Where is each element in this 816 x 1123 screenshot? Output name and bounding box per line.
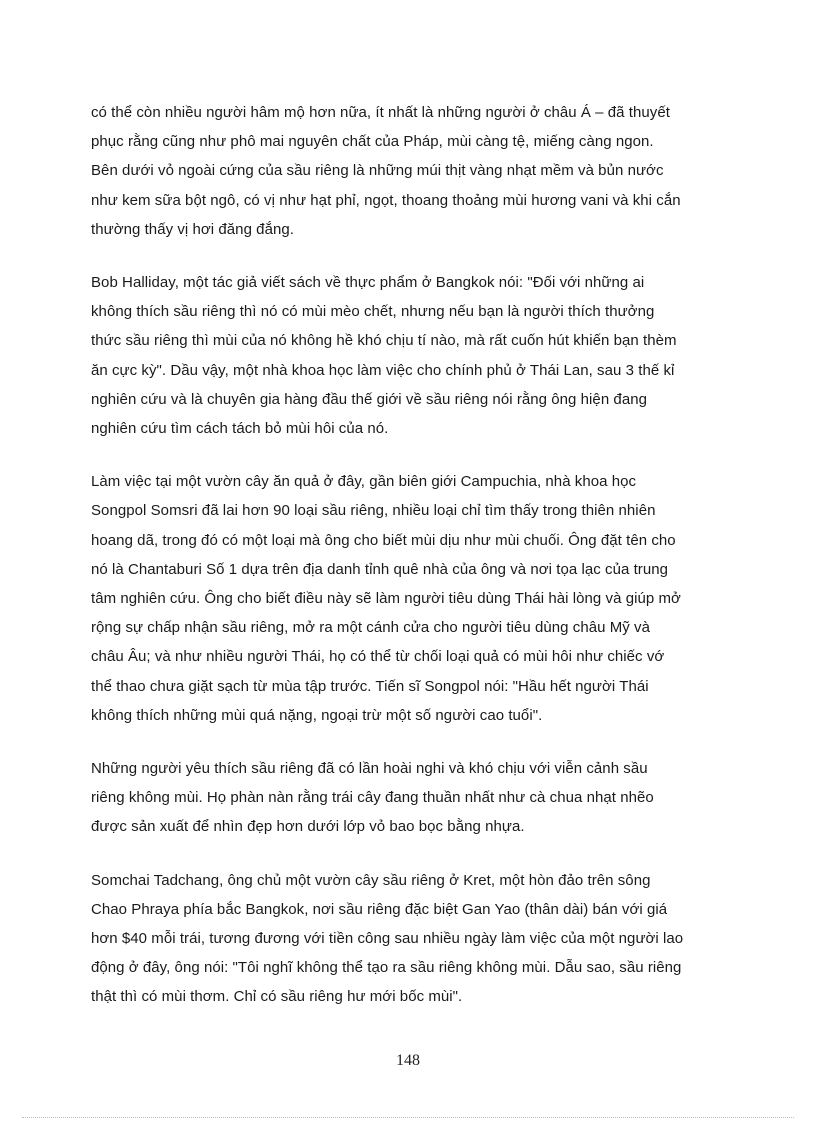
text-line: có thể còn nhiều người hâm mộ hơn nữa, ít nhất là những người ở châu Á – đã thuyết	[91, 104, 670, 121]
text-line: thường thấy vị hơi đăng đắng.	[91, 220, 294, 238]
text-line: rộng sự chấp nhận sầu riêng, mở ra một cánh cửa cho người tiêu dùng châu Mỹ và	[91, 619, 650, 637]
paragraph-2	[91, 268, 731, 443]
text-line: Chao Phraya phía bắc Bangkok, nơi sầu riêng đặc biệt Gan Yao (thân dài) bán với giá	[91, 900, 668, 918]
text-line: Bên dưới vỏ ngoài cứng của sầu riêng là những múi thịt vàng nhạt mềm và bủn nước	[91, 162, 664, 180]
text-line: riêng không mùi. Họ phàn nàn rằng trái cây đang thuần nhất như cà chua nhạt nhẽo	[91, 789, 654, 807]
paragraph-4	[91, 754, 731, 842]
footer-dotted-rule	[22, 1117, 794, 1118]
text-line: được sản xuất để nhìn đẹp hơn dưới lớp vỏ bao bọc bằng nhựa.	[91, 818, 525, 836]
paragraph-3	[91, 467, 731, 730]
text-line: như kem sữa bột ngô, có vị như hạt phỉ, ngọt, thoang thoảng mùi hương vani và khi cắn	[91, 191, 681, 209]
text-line: ăn cực kỳ". Dầu vậy, một nhà khoa học làm việc cho chính phủ ở Thái Lan, sau 3 thế kỉ	[91, 361, 675, 379]
text-line: nghiên cứu và là chuyên gia hàng đầu thế giới về sầu riêng nói rằng ông hiện đang	[91, 390, 647, 408]
text-line: phục rằng cũng như phô mai nguyên chất của Pháp, mùi càng tệ, miếng càng ngon.	[91, 133, 654, 151]
text-line: Làm việc tại một vườn cây ăn quả ở đây, gần biên giới Campuchia, nhà khoa học	[91, 473, 637, 491]
text-line: Bob Halliday, một tác giả viết sách về thực phẩm ở Bangkok nói: "Đối với những ai	[91, 274, 645, 292]
text-line: Songpol Somsri đã lai hơn 90 loại sầu riêng, nhiều loại chỉ tìm thấy trong thiên nhiên	[91, 502, 656, 520]
text-line: tâm nghiên cứu. Ông cho biết điều này sẽ làm người tiêu dùng Thái hài lòng và giúp mở	[91, 590, 681, 608]
text-line: động ở đây, ông nói: "Tôi nghĩ không thể tạo ra sầu riêng không mùi. Dẫu sao, sầu riêng	[91, 959, 682, 977]
text-line: thức sầu riêng thì mùi của nó không hề khó chịu tí nào, mà rất cuốn hút khiến bạn thèm	[91, 332, 677, 350]
body-text	[91, 98, 731, 1036]
text-line: Những người yêu thích sầu riêng đã có lần hoài nghi và khó chịu với viễn cảnh sầu	[91, 760, 648, 778]
text-line: không thích sầu riêng thì nó có mùi mèo chết, nhưng nếu bạn là người thích thưởng	[91, 303, 655, 321]
text-line: nó là Chantaburi Số 1 dựa trên địa danh tỉnh quê nhà của ông và nơi tọa lạc của trung	[91, 560, 669, 578]
text-line: hoang dã, trong đó có một loại mà ông cho biết mùi dịu như mùi chuối. Ông đặt tên cho	[91, 531, 676, 549]
text-line: nghiên cứu tìm cách tách bỏ mùi hôi của nó.	[91, 420, 389, 438]
text-line: châu Âu; và như nhiều người Thái, họ có thể từ chối loại quả có mùi hôi như chiếc vớ	[91, 648, 665, 666]
text-line: Somchai Tadchang, ông chủ một vườn cây sầu riêng ở Kret, một hòn đảo trên sông	[91, 871, 651, 889]
text-line: hơn $40 mỗi trái, tương đương với tiền công sau nhiều ngày làm việc của một người lao	[91, 930, 684, 948]
text-line: thật thì có mùi thơm. Chỉ có sầu riêng hư mới bốc mùi".	[91, 988, 463, 1006]
text-line: thể thao chưa giặt sạch từ mùa tập trước. Tiến sĩ Songpol nói: "Hầu hết người Thái	[91, 677, 649, 695]
paragraph-5	[91, 866, 731, 1012]
page-number: 148	[396, 1052, 420, 1069]
paragraph-1	[91, 98, 731, 244]
text-line: không thích những mùi quá nặng, ngoại trừ một số người cao tuổi".	[91, 706, 543, 724]
